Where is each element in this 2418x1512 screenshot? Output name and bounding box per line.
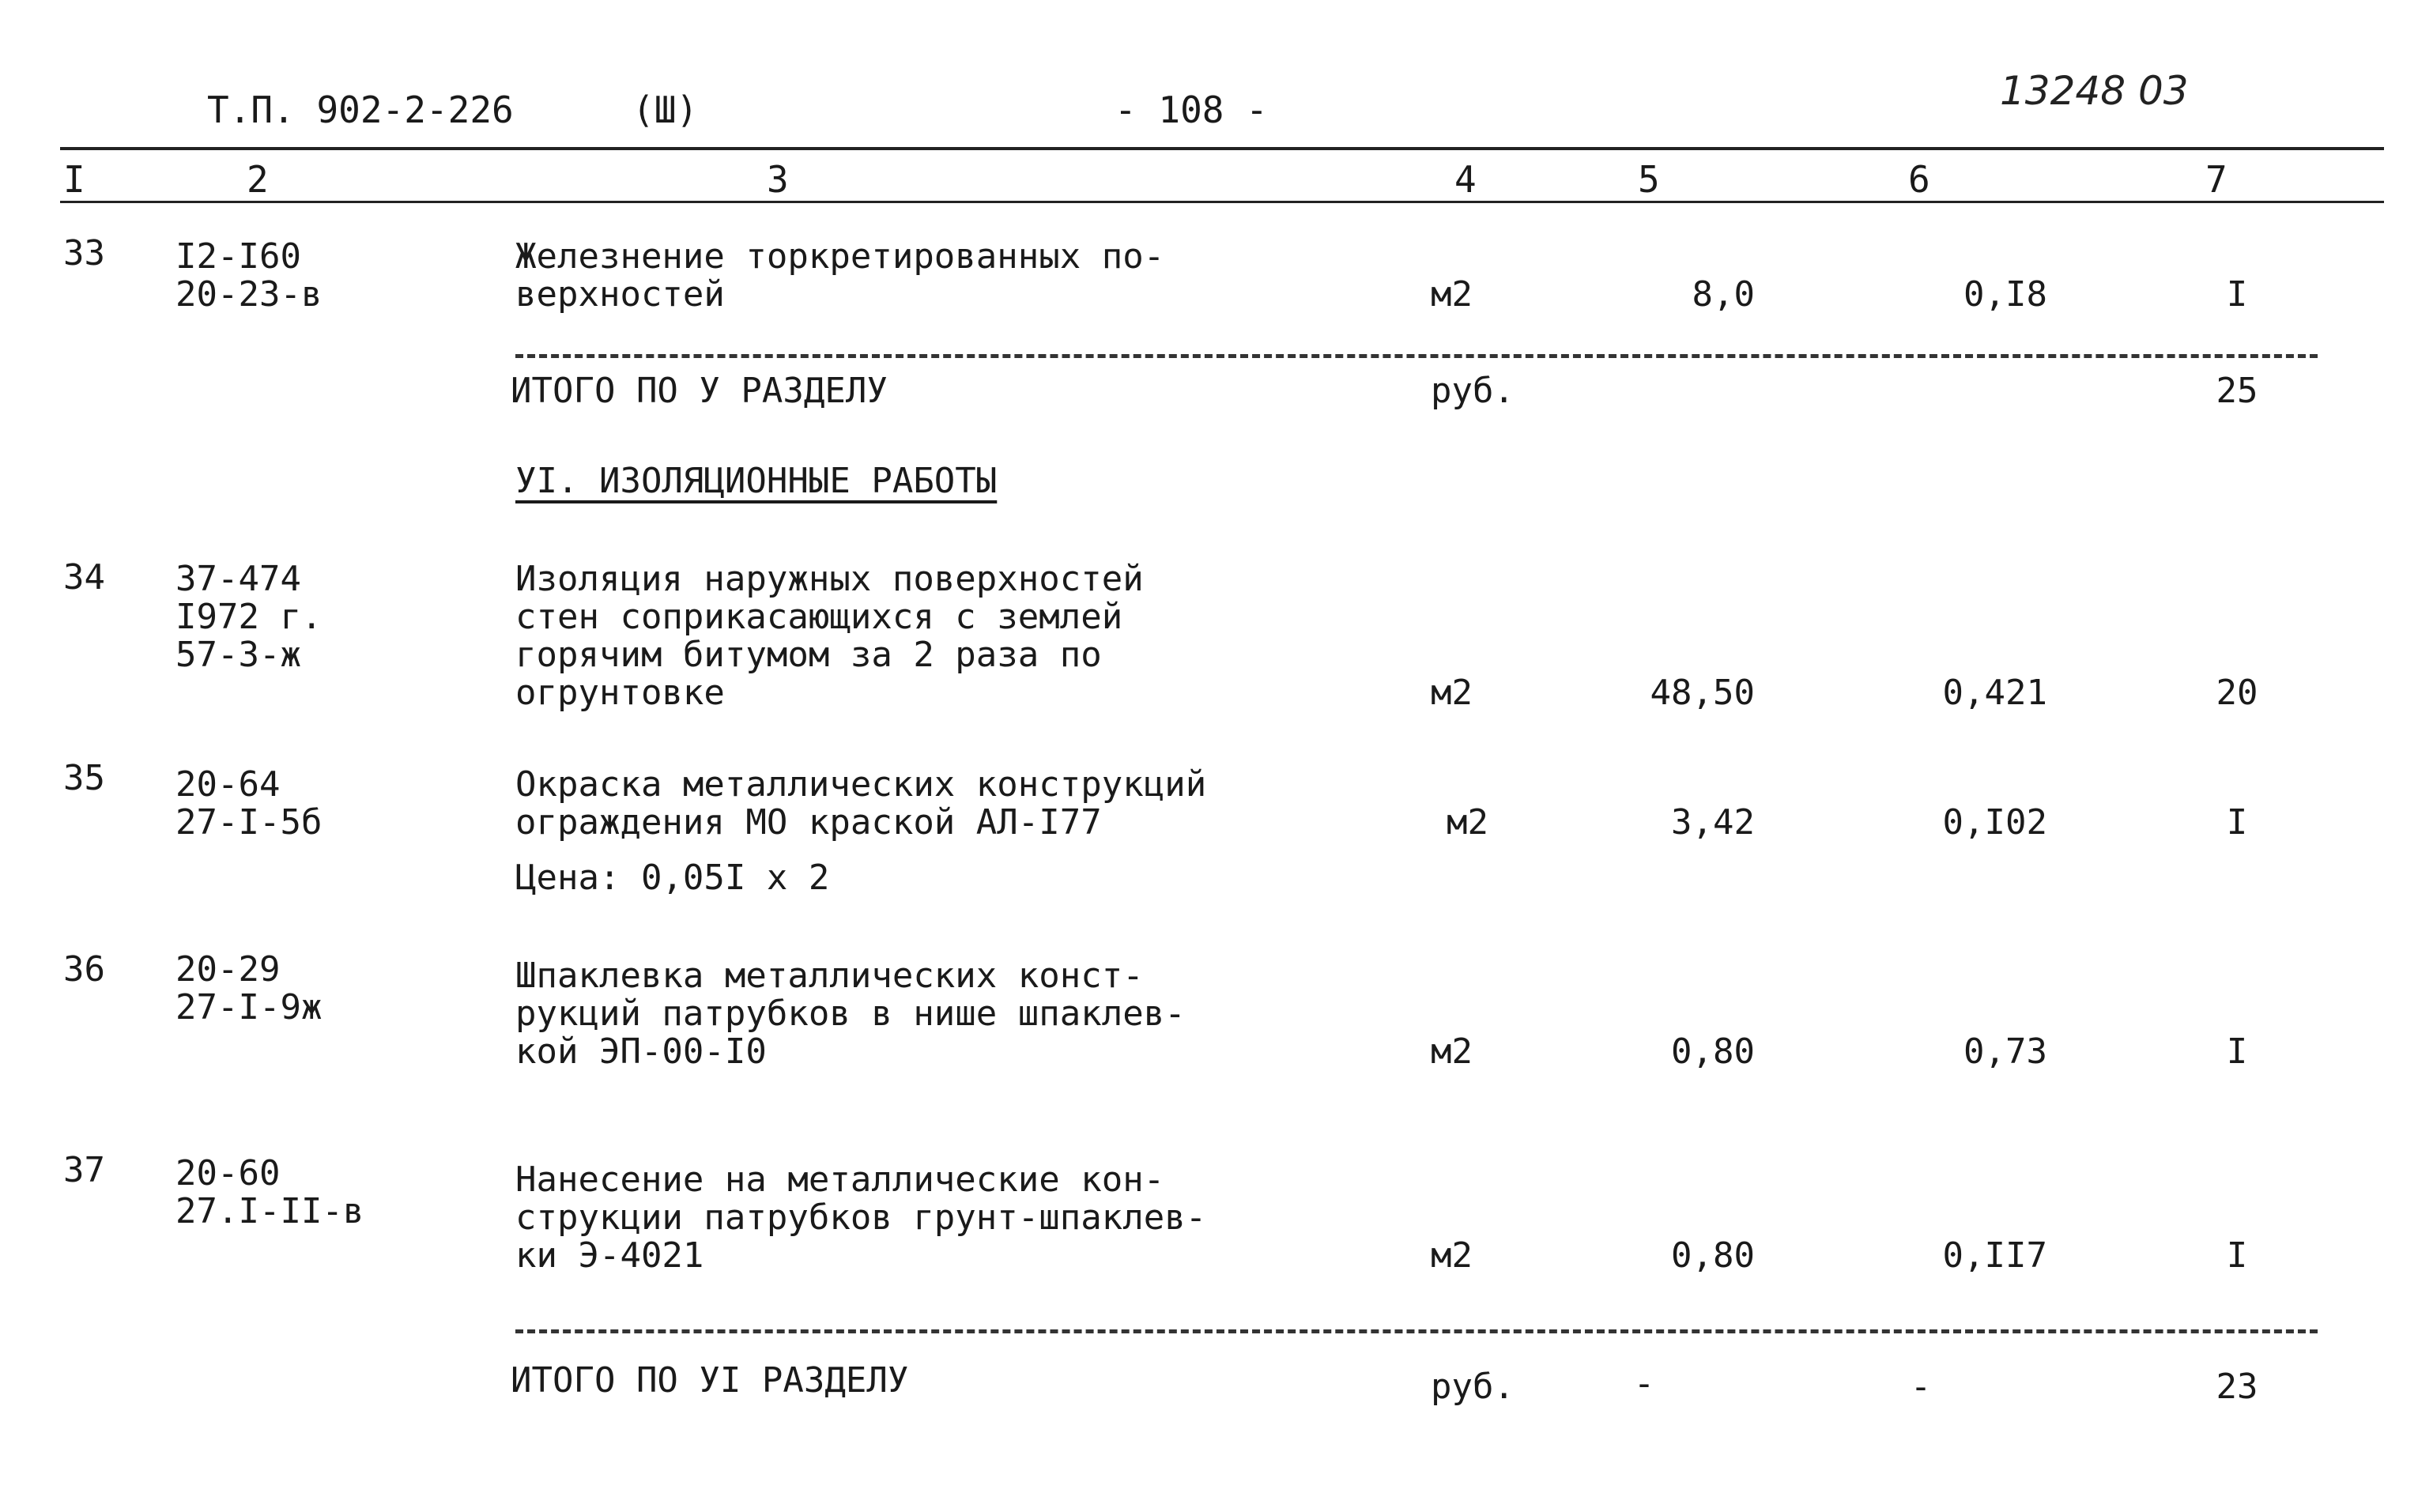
header-top-rule [60, 147, 2384, 150]
dashed-divider [515, 1329, 2318, 1333]
total-cost: I [2226, 1235, 2248, 1276]
column-header-1: I [63, 158, 85, 201]
subtotal-label: ИТОГО ПО УI РАЗДЕЛУ [511, 1360, 909, 1401]
unit-price: 0,I02 [1942, 802, 2047, 843]
subtotal-label: ИТОГО ПО У РАЗДЕЛУ [511, 371, 888, 411]
subtotal-price: - [1910, 1367, 1932, 1407]
unit-price: 0,421 [1942, 673, 2047, 713]
quantity: 48,50 [1650, 673, 1755, 713]
unit: м2 [1431, 1235, 1473, 1276]
column-header-2: 2 [247, 158, 269, 201]
subtotal-total: 23 [2216, 1367, 2258, 1407]
row-number: 34 [63, 557, 105, 598]
row-number: 35 [63, 758, 105, 798]
work-description: огрунтовке [515, 673, 725, 713]
quantity: 3,42 [1671, 802, 1755, 843]
rate-code: 57-3-ж [175, 635, 301, 675]
total-cost: I [2226, 274, 2248, 315]
column-header-3: 3 [767, 158, 789, 201]
section-title: УI. ИЗОЛЯЦИОННЫЕ РАБОТЫ [515, 461, 998, 501]
total-cost: 20 [2216, 673, 2258, 713]
column-header-4: 4 [1454, 158, 1477, 201]
quantity: 0,80 [1671, 1031, 1755, 1072]
quantity: 0,80 [1671, 1235, 1755, 1276]
document-code: Т.П. 902-2-226 [207, 89, 514, 131]
rate-code: 27.I-II-в [175, 1191, 364, 1231]
column-header-5: 5 [1638, 158, 1660, 201]
work-description: Изоляция наружных поверхностей [515, 559, 1144, 599]
rate-code: I2-I60 [175, 236, 301, 277]
column-header-6: 6 [1908, 158, 1930, 201]
unit: м2 [1431, 274, 1473, 315]
page-number: - 108 - [1115, 89, 1268, 131]
work-description: Окраска металлических конструкций [515, 764, 1207, 805]
price-note: Цена: 0,05I х 2 [515, 858, 830, 898]
work-description: рукций патрубков в нише шпаклев- [515, 994, 1186, 1034]
rate-code: 20-60 [175, 1153, 281, 1193]
unit-price: 0,I8 [1963, 274, 2047, 315]
work-description: струкции патрубков грунт-шпаклев- [515, 1197, 1207, 1238]
work-description: Железнение торкретированных по- [515, 236, 1165, 277]
rate-code: 20-29 [175, 949, 281, 990]
album-number: (Ш) [632, 89, 699, 131]
total-cost: I [2226, 1031, 2248, 1072]
row-number: 36 [63, 949, 105, 990]
unit: м2 [1431, 673, 1473, 713]
rate-code: 27-I-5б [175, 802, 323, 843]
subtotal-quantity: - [1633, 1363, 1655, 1404]
rate-code: I972 г. [175, 597, 323, 637]
rate-code: 20-64 [175, 764, 281, 805]
quantity: 8,0 [1692, 274, 1755, 315]
unit-price: 0,II7 [1942, 1235, 2047, 1276]
work-description: горячим битумом за 2 раза по [515, 635, 1102, 675]
work-description: Шпаклевка металлических конст- [515, 956, 1144, 996]
rate-code: 20-23-в [175, 274, 323, 315]
subtotal-unit: руб. [1431, 371, 1515, 411]
unit: м2 [1447, 802, 1488, 843]
subtotal-unit: руб. [1431, 1367, 1515, 1407]
rate-code: 37-474 [175, 559, 301, 599]
unit-price: 0,73 [1963, 1031, 2047, 1072]
rate-code: 27-I-9ж [175, 987, 323, 1027]
work-description: ограждения МО краской АЛ-I77 [515, 802, 1102, 843]
work-description: Нанесение на металлические кон- [515, 1159, 1165, 1200]
work-description: верхностей [515, 274, 725, 315]
row-number: 33 [63, 233, 105, 273]
work-description: стен соприкасающихся с землей [515, 597, 1123, 637]
row-number: 37 [63, 1150, 105, 1190]
header-bottom-rule [60, 201, 2384, 203]
work-description: ки Э-4021 [515, 1235, 704, 1276]
dashed-divider [515, 354, 2318, 358]
unit: м2 [1431, 1031, 1473, 1072]
column-header-7: 7 [2205, 158, 2228, 201]
total-cost: I [2226, 802, 2248, 843]
subtotal-total: 25 [2216, 371, 2258, 411]
inventory-number: 13248 03 [2000, 68, 2189, 114]
work-description: кой ЭП-00-I0 [515, 1031, 767, 1072]
